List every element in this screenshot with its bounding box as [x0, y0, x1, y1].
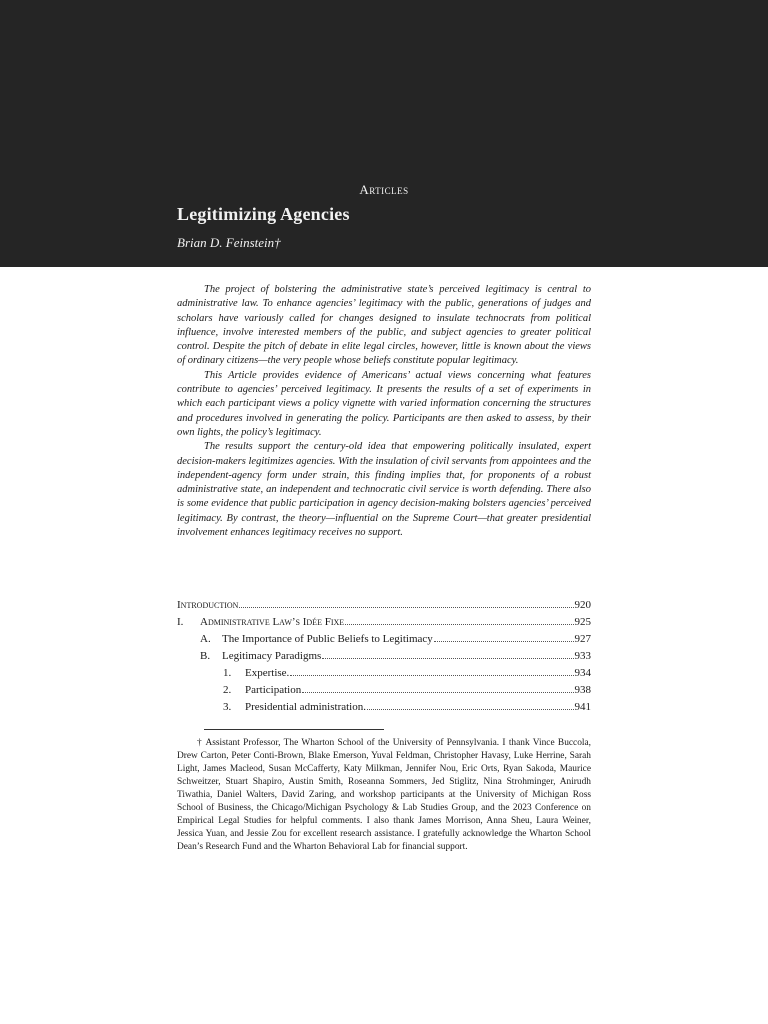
toc-entry-number: B. — [200, 650, 211, 662]
toc-entry-page: 925 — [574, 616, 591, 628]
abstract-paragraph: The results support the century-old idea that empowering politically insulated, expert decision-makers legitimizes agencies. With the insulation of civil servants from appointees and the independent-agency form under strain, this finding implies that, for proponents of a robust administrative state, an independent and technocratic civil service is worth defending. There also is some evidence that public participation in agency decision-making bolsters agencies’ perceived legitimacy. By contrast, the theory—influential on the Supreme Court—that greater presidential involvement enhances legitimacy receives no support. — [177, 441, 591, 539]
toc-entry[interactable] — [177, 682, 591, 699]
toc-entry-number: 1. — [223, 667, 232, 679]
toc-entry-title: Participation — [245, 684, 302, 696]
toc-entry[interactable] — [177, 699, 591, 716]
toc-dot-leader — [322, 658, 573, 659]
toc-dot-leader — [345, 624, 573, 625]
table-of-contents — [177, 597, 591, 716]
toc-entry[interactable] — [177, 665, 591, 682]
toc-entry-title: Expertise. — [245, 667, 290, 679]
toc-entry-title: Legitimacy Paradigms — [222, 650, 322, 662]
toc-dot-leader — [239, 607, 573, 608]
footnote: † Assistant Professor, The Wharton School of the University of Pennsylvania. I thank Vince Buccola, Drew Carton, Peter Conti-Brown, Blake Emerson, Yuval Feldman, Christopher Havasy, Luke Herrine, Sarah Light, James Macleod, Susan McCafferty, Katy Milkman, Jennifer Nou, Eric Orts, Ryan Sakoda, Maurice Schweitzer, Stuart Shapiro, Austin Smith, Roseanna Sommers, Jed Stiglitz, Nina Strohminger, Anirudh Tiwathia, Daniel Walters, David Zaring, and workshop participants at the University of Michigan Ross School of Business, the Chicago/Michigan Psychology & Lab Studies Group, and the 2023 Conference on Empirical Legal Studies for helpful comments. I also thank James Morrison, Anna Sheu, Laura Weiner, Jessica Yuan, and Jessie Zou for excellent research assistance. I gratefully acknowledge the Wharton School Dean’s Research Fund and the Wharton Behavioral Lab for financial support. — [177, 738, 591, 852]
abstract — [177, 283, 591, 540]
toc-entry-title: Presidential administration. — [245, 701, 366, 713]
toc-entry-page: 941 — [574, 701, 591, 713]
toc-entry-number: 2. — [223, 684, 232, 696]
toc-entry-page: 938 — [574, 684, 591, 696]
section-label: Articles — [359, 182, 409, 197]
toc-entry-number: 3. — [223, 701, 232, 713]
toc-entry-page: 934 — [574, 667, 591, 679]
toc-entry-page: 933 — [574, 650, 591, 662]
toc-dot-leader — [434, 641, 574, 642]
toc-dot-leader — [367, 709, 574, 710]
toc-dot-leader — [290, 675, 573, 676]
toc-entry-number: I. — [177, 616, 184, 628]
toc-entry-title: Introduction — [177, 599, 239, 611]
toc-entry-title: Administrative Law’s Idée Fixe — [200, 616, 345, 628]
toc-dot-leader — [302, 692, 573, 693]
toc-entry[interactable] — [177, 614, 591, 631]
article-header — [0, 0, 768, 267]
footnote-divider — [204, 729, 384, 730]
author-name: Brian D. Feinstein† — [177, 235, 281, 250]
toc-entry[interactable] — [177, 631, 591, 648]
toc-entry-number: A. — [200, 633, 211, 645]
article-title: Legitimizing Agencies — [177, 204, 350, 224]
toc-entry-page: 927 — [574, 633, 591, 645]
toc-entry-page: 920 — [574, 599, 591, 611]
abstract-paragraph: The project of bolstering the administrative state’s perceived legitimacy is central to administrative law. To enhance agencies’ legitimacy with the public, generations of judges and scholars have variously called for changes designed to insulate technocrats from political influence, involve interested members of the public, and subject agencies to greater political control. Despite the pitch of debate in elite legal circles, however, little is known about the views of ordinary citizens—the very people whose beliefs constitute popular legitimacy. — [177, 284, 591, 367]
toc-entry-title: The Importance of Public Beliefs to Legitimacy — [222, 633, 433, 645]
toc-entry[interactable] — [177, 648, 591, 665]
toc-entry[interactable] — [177, 597, 591, 614]
abstract-paragraph: This Article provides evidence of Americans’ actual views concerning what features contribute to agencies’ perceived legitimacy. It presents the results of a set of experiments in which each participant views a policy vignette with varied information concerning the structures and procedures involved in generating the policy. Participants are then asked to assess, by their own lights, the policy’s legitimacy. — [177, 369, 591, 438]
